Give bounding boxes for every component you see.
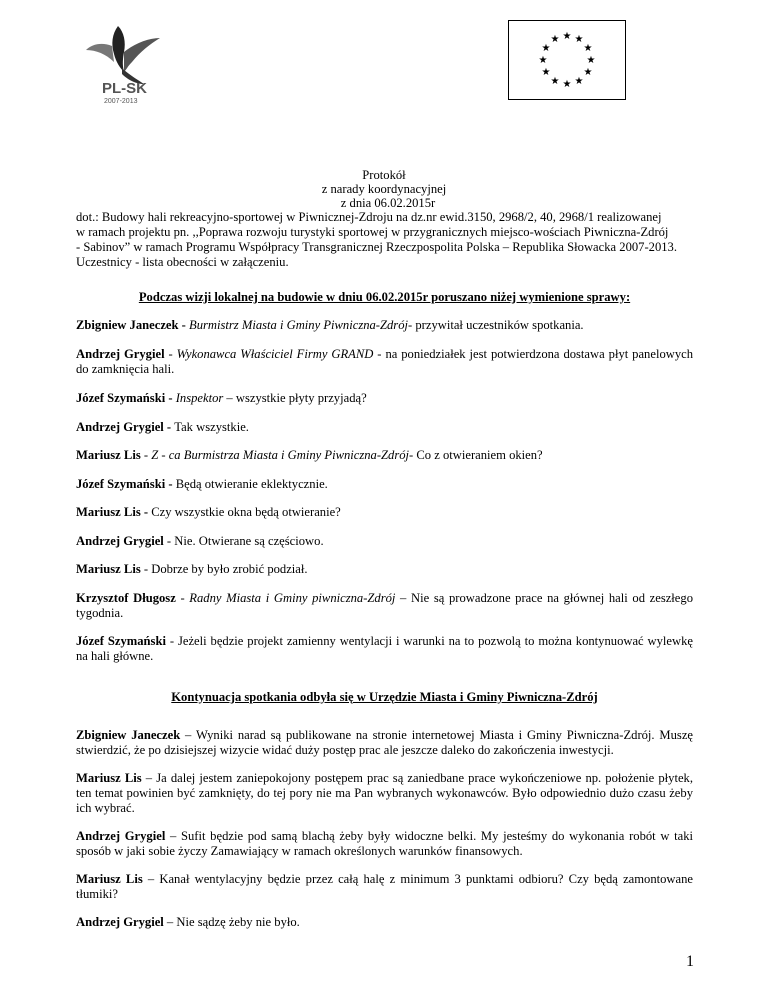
entry-speaker: Mariusz Lis	[76, 771, 142, 785]
entry-role: Wykonawca Właściciel Firmy GRAND	[176, 347, 374, 361]
entry-text: Będą otwieranie eklektycznie.	[175, 477, 328, 491]
entry-role: Burmistrz Miasta i Gminy Piwniczna-Zdrój	[189, 318, 409, 332]
entry-speaker: Zbigniew Janeczek	[76, 318, 179, 332]
entry-14	[76, 829, 693, 859]
entry-speaker: Andrzej Grygiel	[76, 347, 165, 361]
entry-8	[76, 534, 693, 549]
entry-2	[76, 347, 693, 377]
svg-text:★: ★	[538, 55, 548, 66]
svg-text:★: ★	[550, 76, 560, 87]
svg-text:★: ★	[574, 76, 584, 87]
svg-text:★: ★	[574, 34, 584, 45]
entry-text: – Nie są prowadzone prace na głównej hali od zeszłego tygodnia.	[76, 591, 693, 620]
entry-text: Jeżeli będzie projekt zamienny wentylacji i warunki na to pozwolą to można kontynuować wylewkę na hali główne.	[76, 634, 693, 663]
title-line-3: z dnia 06.02.2015r	[340, 196, 436, 210]
entry-3	[76, 391, 693, 406]
entry-sep: –	[180, 728, 196, 742]
entry-text: - na poniedziałek jest potwierdzona dostawa płyt panelowych do zamknięcia hali.	[76, 347, 694, 376]
entry-text: Dobrze by było zrobić podział.	[151, 562, 308, 576]
entry-4	[76, 420, 693, 435]
entry-sep: -	[165, 477, 176, 491]
entry-15	[76, 872, 693, 902]
svg-text:★: ★	[562, 31, 572, 42]
entry-role: Z - ca Burmistrza Miasta i Gminy Piwniczna-Zdrój	[151, 448, 410, 462]
entry-16	[76, 915, 693, 930]
entry-sep: -	[140, 448, 152, 462]
entry-1	[76, 318, 693, 333]
page-number: 1	[686, 953, 694, 970]
entry-text: Nie. Otwierane są częściowo.	[174, 534, 324, 548]
intro-line-3: - Sabinov” w ramach Programu Współpracy Transgranicznej Rzeczpospolita Polska – Republika Słowacka 2007-2013.	[76, 240, 677, 254]
pl-sk-program-logo	[78, 22, 174, 106]
intro-line-2: w ramach projektu pn. ,,Poprawa rozwoju turystyki sportowej w przygranicznych miejsco-wościach Piwniczna-Zdrój	[76, 225, 669, 239]
svg-text:★: ★	[550, 34, 560, 45]
entry-speaker: Zbigniew Janeczek	[76, 728, 181, 742]
entry-5	[76, 448, 693, 463]
svg-text:★: ★	[586, 55, 596, 66]
entry-text: Czy wszystkie okna będą otwieranie?	[151, 505, 341, 519]
entry-text: Sufit będzie pod samą blachą żeby były widoczne belki. My jesteśmy do wykonania robót w taki sposób w jaki sobie życzy Zamawiający w ramach określonych warunków finansowych.	[76, 829, 694, 858]
entry-sep: -	[165, 634, 178, 648]
entry-speaker: Józef Szymański	[76, 391, 166, 405]
entry-11	[76, 634, 693, 664]
title-line-1: Protokół	[362, 168, 406, 182]
entry-role: Radny Miasta i Gminy piwniczna-Zdrój	[189, 591, 396, 605]
svg-text:★: ★	[583, 67, 593, 78]
entry-sep: -	[164, 347, 177, 361]
svg-text:2007-2013: 2007-2013	[104, 98, 138, 105]
entry-sep: -	[165, 391, 176, 405]
entry-text: Wyniki narad są publikowane na stronie internetowej Miasta i Gminy Piwniczna-Zdrój. Muszę stwierdzić, że po dzisiejszej wizycie widać duży postęp prac ale jeszcze daleko do zakończenia inwestycji.	[76, 728, 694, 757]
entry-sep: –	[142, 872, 160, 886]
entry-text: - Co z otwieraniem okien?	[409, 448, 543, 462]
entry-text: Tak wszystkie.	[174, 420, 249, 434]
entry-speaker: Andrzej Grygiel	[76, 915, 164, 929]
svg-text:★: ★	[562, 79, 572, 90]
entry-text: - przywitał uczestników spotkania.	[408, 318, 584, 332]
entry-speaker: Mariusz Lis	[76, 505, 141, 519]
entry-text: Kanał wentylacyjny będzie przez całą halę z minimum 3 punktami odbioru? Czy będą zamontowane tłumiki?	[76, 872, 693, 901]
entry-speaker: Mariusz Lis	[76, 872, 143, 886]
entry-12	[76, 728, 693, 758]
entry-9	[76, 562, 693, 577]
eu-flag	[508, 20, 626, 100]
svg-text:★: ★	[541, 43, 551, 54]
entry-speaker: Krzysztof Długosz	[76, 591, 176, 605]
entry-text: – wszystkie płyty przyjadą?	[223, 391, 367, 405]
entry-speaker: Józef Szymański	[76, 634, 166, 648]
entry-13	[76, 771, 693, 816]
entry-10	[76, 591, 693, 621]
entry-sep: -	[140, 562, 152, 576]
intro-paragraph	[76, 210, 693, 270]
svg-text:★: ★	[583, 43, 593, 54]
entry-speaker: Józef Szymański	[76, 477, 166, 491]
entry-sep: –	[163, 915, 177, 929]
entry-text: Ja dalej jestem zaniepokojony postępem prac są zaniedbane prace wykończeniowe np. położenie płytek, ten temat powinien być zamknięty, do tej pory nie ma Pan wybranych wykonawców. Było odpowiednio dużo czasu żeby ich wybrać.	[76, 771, 694, 815]
section-heading-continuation: Kontynuacja spotkania odbyła się w Urzędzie Miasta i Gminy Piwniczna-Zdrój	[171, 690, 598, 704]
entry-role: Inspektor	[175, 391, 224, 405]
svg-text:★: ★	[541, 67, 551, 78]
entry-speaker: Andrzej Grygiel	[76, 829, 166, 843]
entry-speaker: Andrzej Grygiel	[76, 534, 164, 548]
entry-sep: -	[140, 505, 152, 519]
title-line-2: z narady koordynacyjnej	[321, 182, 447, 196]
document-title	[0, 168, 768, 210]
intro-line-1: dot.: Budowy hali rekreacyjno-sportowej w Piwnicznej-Zdroju na dz.nr ewid.3150, 2968/2, 40, 2968/1 realizowanej	[76, 210, 662, 224]
section-heading-site-visit: Podczas wizji lokalnej na budowie w dniu 06.02.2015r poruszano niżej wymienione sprawy:	[138, 290, 631, 304]
entry-6	[76, 477, 693, 492]
entry-sep: –	[165, 829, 181, 843]
entry-speaker: Mariusz Lis	[76, 562, 141, 576]
entry-sep: -	[163, 420, 175, 434]
entry-sep: –	[141, 771, 157, 785]
entry-speaker: Andrzej Grygiel	[76, 420, 164, 434]
entry-sep: -	[175, 591, 190, 605]
entry-sep: -	[178, 318, 189, 332]
entry-sep: -	[163, 534, 175, 548]
entry-speaker: Mariusz Lis	[76, 448, 141, 462]
svg-text:PL-SK: PL-SK	[102, 80, 147, 97]
intro-line-4: Uczestnicy - lista obecności w załączeniu.	[76, 255, 289, 269]
entry-text: Nie sądzę żeby nie było.	[176, 915, 300, 929]
entry-7	[76, 505, 693, 520]
